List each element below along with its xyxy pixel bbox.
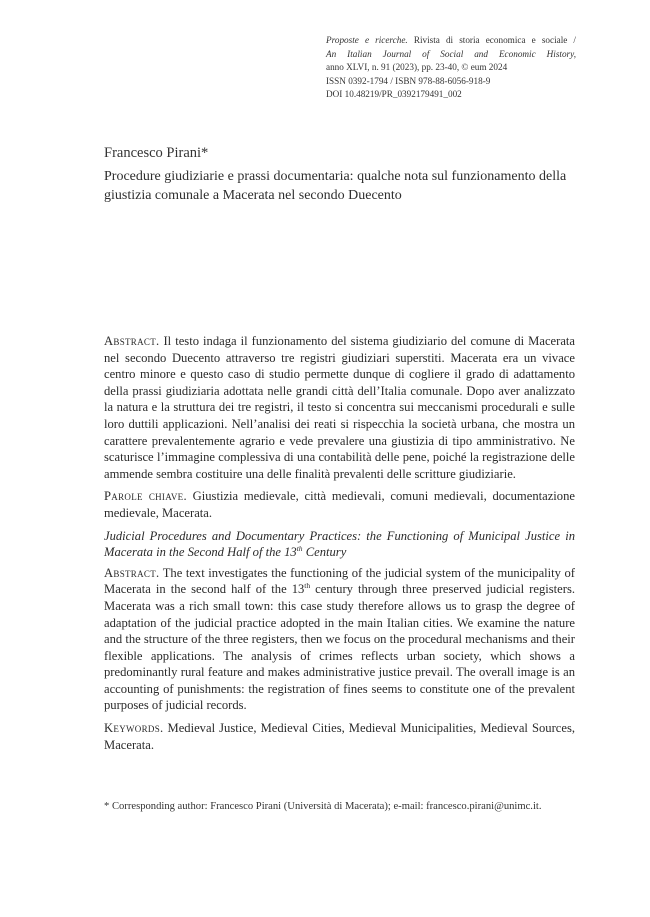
abstract-english-text: The text investigates the functioning of the judicial system of the municipality of Macerata in the second half of the 13	[104, 565, 575, 597]
author-name: Francesco Pirani*	[104, 145, 209, 161]
abstract-block	[104, 333, 575, 759]
keywords-italian	[104, 488, 575, 521]
keywords-en-label: Keywords.	[104, 721, 164, 736]
abstract-english-text-cont: century through three preserved judicial registers. Macerata was a rich small town: this case study therefore allows us to grasp the degree of adaptation of the judicial practice adopted in the main Italian cities. We examine the nature and the structure of the three registers, then we focus on the procedural mechanisms and their flexible applications. The analysis of crimes reflects urban society, which shows a predominantly rural feature and makes administrative justice prevail. The overall image is an accounting of punishments: the registration of fines seems to constitute one of the prevalent purposes of judicial records.	[104, 582, 575, 713]
journal-name: Proposte e ricerche.	[326, 35, 408, 45]
keywords-english-text: Medieval Justice, Medieval Cities, Medieval Municipalities, Medieval Sources, Macerata.	[104, 721, 575, 752]
english-title-sup: th	[296, 543, 303, 553]
abstract-italian	[104, 333, 575, 482]
english-title-tail: Century	[302, 545, 347, 560]
english-title-text: Judicial Procedures and Documentary Practices: the Functioning of Municipal Justice in Macerata in the Second Half of the 13	[104, 528, 575, 560]
abstract-english-sup: th	[304, 581, 311, 591]
english-title	[104, 528, 575, 561]
footnote: * Corresponding author: Francesco Pirani (Università di Macerata); e-mail: francesco.pirani@unimc.it.	[104, 801, 542, 812]
journal-doi: DOI 10.48219/PR_0392179491_002	[326, 89, 462, 99]
abstract-english	[104, 565, 575, 714]
journal-issn: ISSN 0392-1794 / ISBN 978-88-6056-918-9	[326, 75, 491, 86]
journal-header-line-2: An Italian Journal of Social and Economic History,	[326, 48, 576, 59]
journal-subtitle: Rivista di storia economica e sociale /	[407, 35, 576, 45]
keywords-label: Parole chiave.	[104, 489, 187, 504]
abstract-label: Abstract.	[104, 334, 160, 348]
keywords-english	[104, 720, 575, 753]
abstract-en-label: Abstract.	[104, 565, 160, 580]
journal-header-line-1	[326, 34, 576, 48]
journal-header	[326, 34, 576, 102]
article-title: Procedure giudiziarie e prassi documentaria: qualche nota sul funzionamento della giustizia comunale a Macerata nel secondo Duecento	[104, 169, 567, 203]
abstract-italian-text: Il testo indaga il funzionamento del sistema giudiziario del comune di Macerata nel secondo Duecento attraverso tre registri giudiziari superstiti. Macerata era un vivace centro minore e questo caso di studio permette dunque di cogliere il grado di adattamento della prassi giudiziaria adottata nelle grandi città dell’Italia comunale. Dopo aver analizzato la natura e la struttura dei tre registri, il testo si concentra sui meccanismi procedurali e sulle loro duttili applicazioni. Nell’analisi dei reati si rispecchia la società urbana, che mostra un carattere prevalentemente agrario e vede prevalere una giustizia di tipo amministrativo. Ne scaturisce l’immagine complessiva di una contabilità delle pene, poiché la registrazione delle ammende sembra costituire una delle finalità prevalenti delle scritture giudiziarie.	[104, 334, 575, 481]
keywords-italian-text: Giustizia medievale, città medievali, comuni medievali, documentazione medievale, Macerata.	[104, 489, 575, 520]
journal-issue-info: anno XLVI, n. 91 (2023), pp. 23-40, © eum 2024	[326, 62, 508, 72]
